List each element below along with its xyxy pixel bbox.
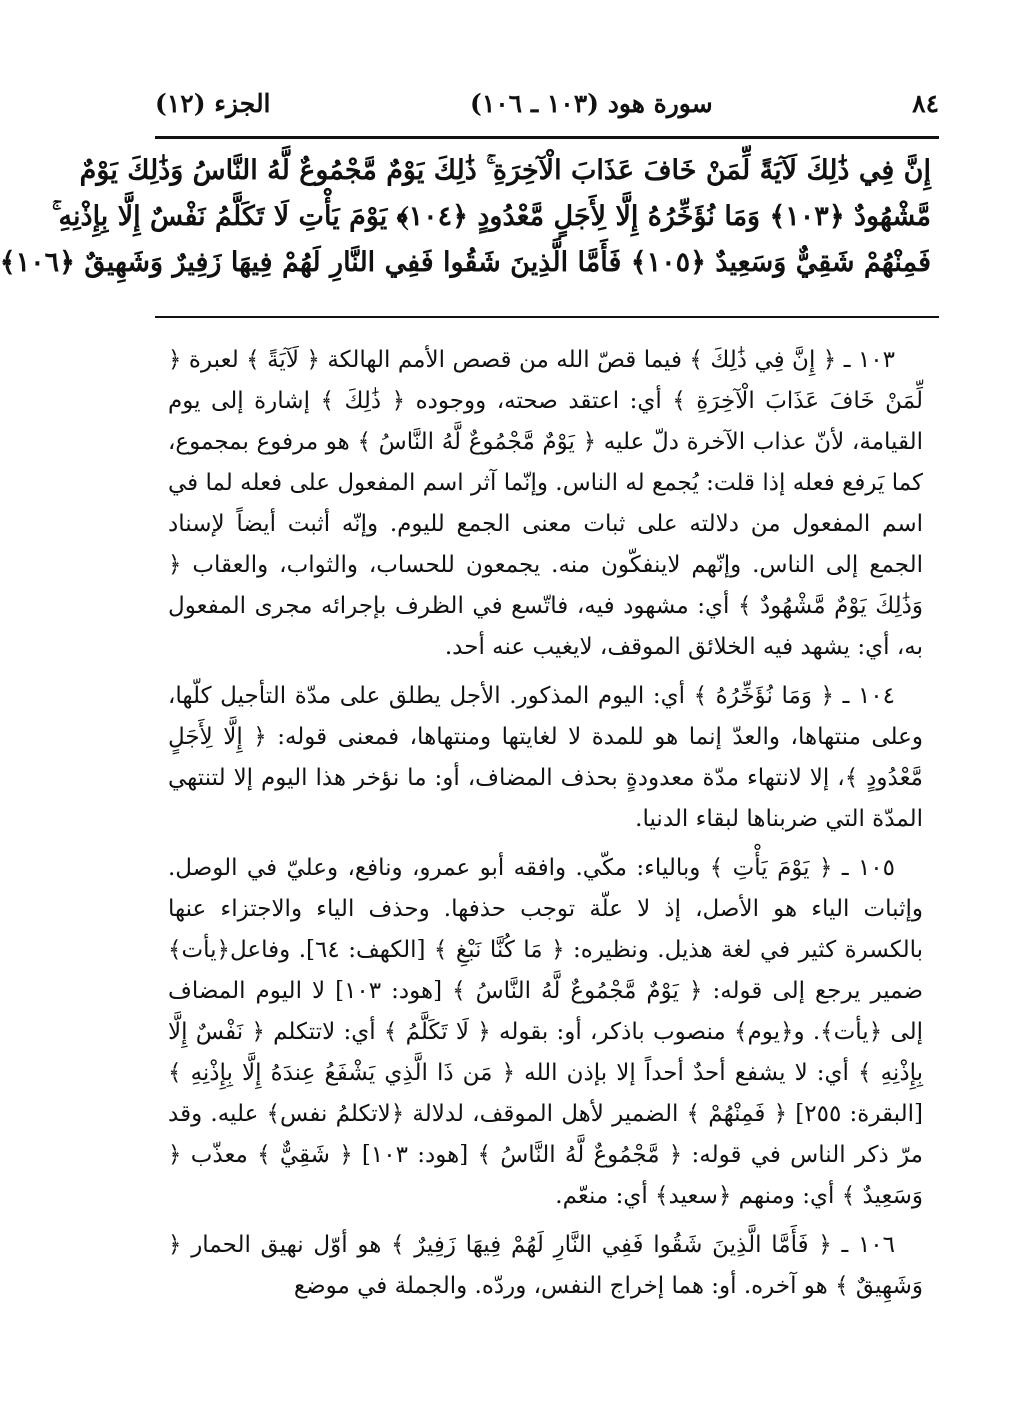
page-header xyxy=(155,74,939,132)
surah-title: سورة هود (١٠٣ ـ ١٠٦) xyxy=(469,88,713,118)
commentary-paragraph-106: ١٠٦ ـ ﴿ فَأَمَّا الَّذِينَ شَقُوا فَفِي النَّارِ لَهُمْ فِيهَا زَفِيرٌ ﴾ هو أوّل نهيق الحمار ﴿ وَشَهِيقٌ ﴾ هو آخره. أو: هما إخراج النفس، وردّه. والجملة في موضع xyxy=(168,1232,923,1299)
verse-line: إِنَّ فِي ذَٰلِكَ لَآيَةً لِّمَنْ خَافَ عَذَابَ الْآخِرَةِ ۚ ذَٰلِكَ يَوْمٌ مَّجْمُوعٌ لَّهُ النَّاسُ وَذَٰلِكَ يَوْمٌ xyxy=(79,155,931,186)
commentary-paragraph-104: ١٠٤ ـ ﴿ وَمَا نُؤَخِّرُهُ ﴾ أي: اليوم المذكور. الأجل يطلق على مدّة التأجيل كلّها، وعلى منتهاها، والعدّ إنما هو للمدة لا لغايتها ومنتهاها، فمعنى قوله: ﴿ إِلَّا لِأَجَلٍ مَّعْدُودٍ ﴾، إلا لانتهاء مدّة معدودةٍ بحذف المضاف، أو: ما نؤخر هذا اليوم إلا لتنتهي المدّة التي ضربناها لبقاء الدنيا. xyxy=(168,683,923,832)
commentary-text xyxy=(168,340,923,1315)
commentary-paragraph-105: ١٠٥ ـ ﴿ يَوْمَ يَأْتِ ﴾ وبالياء: مكّي. وافقه أبو عمرو، ونافع، وعليّ في الوصل. وإثبات الياء هو الأصل، إذ لا علّة توجب حذفها. وحذف الياء والاجتزاء عنها بالكسرة كثير في لغة هذيل. ونظيره: ﴿ مَا كُنَّا نَبْغِ ﴾ [الكهف: ٦٤]. وفاعل﴿يأت﴾ ضمير يرجع إلى قوله: ﴿ يَوْمٌ مَّجْمُوعٌ لَّهُ النَّاسُ ﴾ [هود: ١٠٣] لا اليوم المضاف إلى ﴿يأت﴾. و﴿يوم﴾ منصوب باذكر، أو: بقوله ﴿ لَا تَكَلَّمُ ﴾ أي: لاتتكلم ﴿ نَفْسٌ إِلَّا بِإِذْنِهِ ﴾ أي: لا يشفع أحدٌ أحداً إلا بإذن الله ﴿ مَن ذَا الَّذِي يَشْفَعُ عِندَهُ إِلَّا بِإِذْنِهِ ﴾ [البقرة: ٢٥٥] ﴿ فَمِنْهُمْ ﴾ الضمير لأهل الموقف، لدلالة ﴿لاتكلمُ نفس﴾ عليه. وقد مرّ ذكر الناس في قوله: ﴿ مَّجْمُوعٌ لَّهُ النَّاسُ ﴾ [هود: ١٠٣] ﴿ شَقِيٌّ ﴾ معذّب ﴿ وَسَعِيدٌ ﴾ أي: ومنهم ﴿سعيد﴾ أي: منعّم. xyxy=(168,855,923,1209)
header-divider xyxy=(155,136,939,139)
juz-label: الجزء (١٢) xyxy=(155,88,271,118)
quran-verses xyxy=(0,148,931,286)
verses-divider xyxy=(155,316,939,318)
commentary-paragraph-103: ١٠٣ ـ ﴿ إِنَّ فِي ذَٰلِكَ ﴾ فيما قصّ الله من قصص الأمم الهالكة ﴿ لَآيَةً ﴾ لعبرة ﴿ لِّمَنْ خَافَ عَذَابَ الْآخِرَةِ ﴾ أي: اعتقد صحته، ووجوده ﴿ ذَٰلِكَ ﴾ إشارة إلى يوم القيامة، لأنّ عذاب الآخرة دلّ عليه ﴿ يَوْمٌ مَّجْمُوعٌ لَّهُ النَّاسُ ﴾ هو مرفوع بمجموع، كما يَرفع فعله إذا قلت: يُجمع له الناس. وإنّما آثر اسم المفعول على فعله لما في اسم المفعول من دلالته على ثبات معنى الجمع لليوم. وإنّه أثبت أيضاً لإسناد الجمع إلى الناس. وإنّهم لاينفكّون منه. يجمعون للحساب، والثواب، والعقاب ﴿ وَذَٰلِكَ يَوْمٌ مَّشْهُودٌ ﴾ أي: مشهود فيه، فاتّسع في الظرف بإجرائه مجرى المفعول به، أي: يشهد فيه الخلائق الموقف، لايغيب عنه أحد. xyxy=(168,347,923,660)
verse-line: مَّشْهُودٌ ﴿١٠٣﴾ وَمَا نُؤَخِّرُهُ إِلَّا لِأَجَلٍ مَّعْدُودٍ ﴿١٠٤﴾ يَوْمَ يَأْتِ لَا تَكَلَّمُ نَفْسٌ إِلَّا بِإِذْنِهِ ۚ xyxy=(51,201,931,232)
page-number: ٨٤ xyxy=(912,88,939,118)
verse-line: فَمِنْهُمْ شَقِيٌّ وَسَعِيدٌ ﴿١٠٥﴾ فَأَمَّا الَّذِينَ شَقُوا فَفِي النَّارِ لَهُمْ فِيهَا زَفِيرٌ وَشَهِيقٌ ﴿١٠٦﴾ xyxy=(0,247,931,278)
